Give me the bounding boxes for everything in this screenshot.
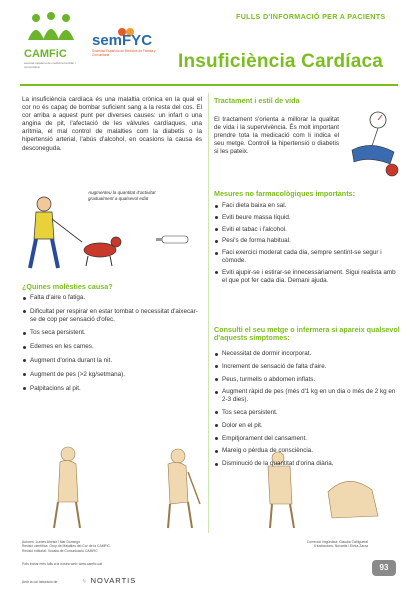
blood-pressure-icon [344,110,400,182]
semfyc-name: semFYC [92,32,153,49]
semfyc-logo [92,24,162,72]
list-item: Mareig o pèrdua de consciència. [214,447,400,455]
camfic-logo [22,10,80,76]
measures-heading: Mesures no farmacològiques importants: [214,189,355,198]
blood-pressure-illustration [344,110,400,182]
credits-right [268,540,368,549]
consult-list [214,350,400,473]
list-item: Dolor en el pit. [214,422,400,430]
treatment-heading: Tractament i estil de vida [214,96,300,105]
collaboration-note: Amb la col·laboració de [22,580,58,584]
list-item: Necessitat de dormir incorporat. [214,350,400,358]
symptoms-heading: ¿Quines molèsties causa? [22,282,113,291]
series-title: FULLS D'INFORMACIÓ PER A PACIENTS [236,12,386,21]
list-item: Pesi's de forma habitual. [214,237,400,245]
camfic-name: CAMFiC [24,48,67,60]
illustrations-credit: Il·lustracions: Novartis i Elvira Zarza [313,544,368,549]
page-number: 93 [372,560,396,576]
page-title: Insuficiència Cardíaca [178,51,384,72]
walking-illustration [22,184,204,274]
consult-heading: Consulti el seu metge o infermera si apareix qualsevol d'aquests símptomes: [214,325,400,343]
list-item: Disminució de la quantitat d'orina diària. [214,460,400,468]
camfic-subtitle: societat catalana de medicina familiar i comunitària [24,61,76,69]
list-item: Eviti beure massa líquid. [214,214,400,222]
treatment-text: El tractament s'orienta a millorar la qualitat de vida i la supervivència. És molt important prendre tota la medicació com li indica el seu metge. Controli la hipertensió o diabetis si les pateix. [214,116,339,156]
list-item: Augment de pes (>2 kg/setmana). [22,371,204,379]
list-item: Augment d'orina durant la nit. [22,357,204,365]
list-item: Faci dieta baixa en sal. [214,202,400,210]
list-item: Increment de sensació de falta d'aire. [214,363,400,371]
authors-credit: Autores: Lurdes Alonso i Mar Domingo [22,540,81,544]
symptoms-list [22,294,204,398]
website-note: Pots trobar més fulls a la nostra web: www.camfic.cat [22,562,103,566]
novartis-flame-icon: ᛃ [82,576,88,585]
sponsor-name: NOVARTIS [90,576,137,585]
credits-left [22,540,232,553]
measures-list [214,202,400,288]
illustration-caption: Augmenteu la quantitat d'activitat gradualment a qualsevol edat [88,190,156,201]
scientific-review-credit: Revisió científica: Grup de Malalties del Cor de la CAMFiC [22,544,110,549]
linguistic-credit: Correcció lingüística: Claudia Cañigueral [306,540,368,544]
list-item: Falta d'aire o fatiga. [22,294,204,302]
title-rule [20,84,398,86]
list-item: Faci exercici moderat cada dia, sempre sentint-se segur i còmode. [214,249,400,265]
list-item: Augment ràpid de pes (més d'1 kg en un dia o més de 2 kg en 2-3 dies). [214,388,400,404]
list-item: Dificultat per respirar en estar tombat o necessitat d'aixecar-se de cop per sensació d'ofec. [22,308,204,324]
semfyc-subtitle: Sociedad Española de Medicina de Familia y Comunitaria [92,49,156,57]
sponsor-logo [82,576,136,585]
list-item: Eviti el tabac i l'alcohol. [214,226,400,234]
list-item: Edemes en les cames. [22,343,204,351]
editorial-review-credit: Revisió editorial: Vocalia de Comunicació CAMFiC [22,548,98,553]
list-item: Palpitacions al pit. [22,385,204,393]
list-item: Empitjorament del cansament. [214,435,400,443]
list-item: Eviti ajupir-se i estirar-se innecessàriament. Sigui realista amb el que pot fer cada dia. Demani ajuda. [214,269,400,285]
intro-paragraph: La insuficiència cardíaca és una malaltia crònica en la qual el cor no és capaç de bombar suficient sang a la resta del cos. El cor arriba a aquest punt per diverses causes: un infart o una angina de pit, l'afectació de les vàlvules cardíaques, una arítmia, el mal control de malalties com la diabetis o la hipertensió arterial, l'abús d'alcohol, en ocasions la causa és desconeguda. [22,96,202,152]
list-item: Tos seca persistent. [214,409,400,417]
camfic-figures-icon [22,10,80,50]
list-item: Peus, turmells o abdomen inflats. [214,376,400,384]
list-item: Tos seca persistent. [22,329,204,337]
